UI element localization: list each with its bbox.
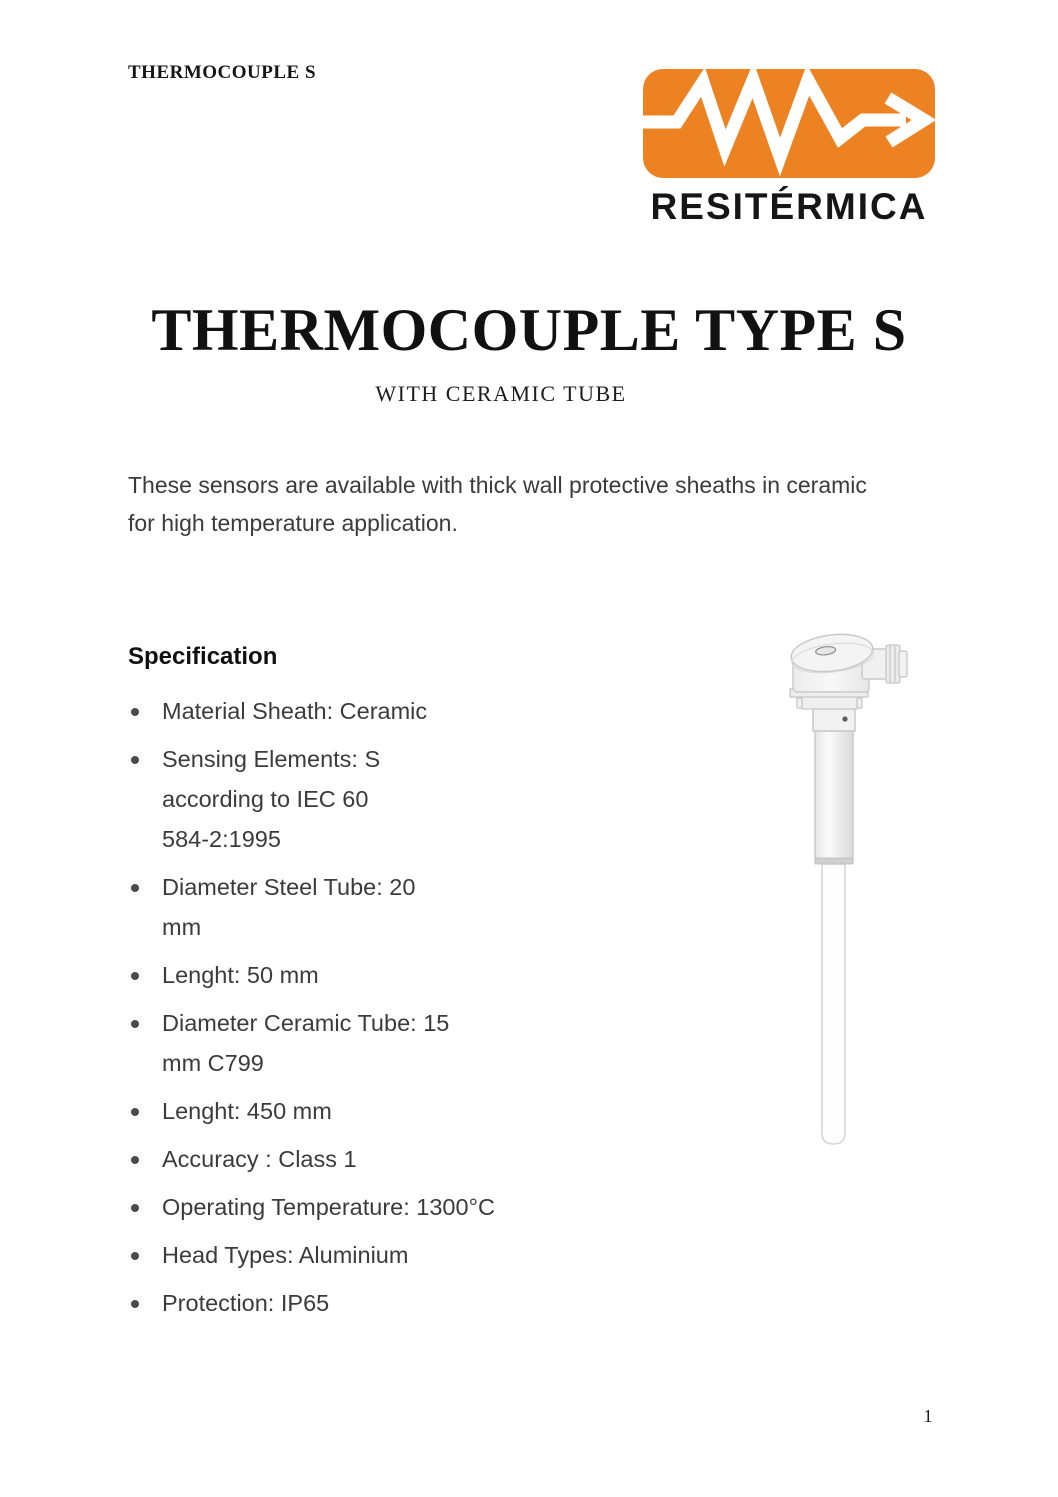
bullet-icon (131, 1020, 139, 1028)
spec-item-line: mm (162, 914, 202, 940)
spec-item-head-types (128, 1235, 558, 1275)
spec-item-line: Diameter Steel Tube: 20 (162, 874, 416, 900)
spec-item-sensing-elements (128, 739, 558, 859)
spec-item-length-ceramic (128, 1091, 558, 1131)
cable-gland-flange (886, 645, 900, 683)
spec-item-line: mm C799 (162, 1050, 264, 1076)
spec-item-diameter-steel-tube (128, 867, 558, 947)
spec-item-line: Protection: IP65 (162, 1290, 330, 1316)
bullet-icon (131, 884, 139, 892)
page-number: 1 (923, 1406, 933, 1426)
head-neck (802, 696, 857, 709)
spec-item-accuracy (128, 1139, 558, 1179)
resistor-zigzag-arrow-icon (643, 69, 935, 178)
spec-item-protection (128, 1283, 558, 1323)
specification-list (128, 691, 558, 1331)
bullet-icon (131, 1204, 139, 1212)
bullet-icon (131, 1108, 139, 1116)
spec-item-line: Material Sheath: Ceramic (162, 698, 428, 724)
bullet-icon (131, 1252, 139, 1260)
page-subtitle: WITH CERAMIC TUBE (375, 381, 627, 406)
bullet-icon (131, 972, 139, 980)
bullet-icon (131, 1156, 139, 1164)
thermocouple-illustration (782, 620, 954, 1150)
bullet-icon (131, 1300, 139, 1308)
spec-item-diameter-ceramic-tube (128, 1003, 558, 1083)
spec-item-line: Lenght: 50 mm (162, 962, 319, 988)
spec-item-line: Operating Temperature: 1300°C (162, 1194, 495, 1220)
spec-item-line: Diameter Ceramic Tube: 15 (162, 1010, 450, 1036)
spec-item-line: Lenght: 450 mm (162, 1098, 332, 1124)
ceramic-tube (822, 864, 845, 1144)
spec-item-line: according to IEC 60 (162, 786, 369, 812)
spec-item-material-sheath (128, 691, 558, 731)
bullet-icon (131, 708, 139, 716)
spec-item-length-steel (128, 955, 558, 995)
set-screw (842, 716, 847, 721)
specification-heading: Specification (128, 643, 278, 670)
page-title: THERMOCOUPLE TYPE S (151, 297, 907, 363)
intro-paragraph: These sensors are available with thick wall protective sheaths in ceramic for high temperature application. (128, 472, 867, 536)
spec-item-operating-temperature (128, 1187, 558, 1227)
bullet-icon (131, 756, 139, 764)
spec-item-line: Accuracy : Class 1 (162, 1146, 357, 1172)
cable-gland-cap (899, 651, 907, 677)
logo-wordmark: RESITÉRMICA (650, 186, 928, 227)
spec-item-line: Head Types: Aluminium (162, 1242, 409, 1268)
company-logo (643, 69, 935, 228)
running-header-title: THERMOCOUPLE S (128, 62, 317, 83)
tube-collar (813, 709, 855, 731)
steel-tube (815, 731, 853, 861)
spec-item-line: 584-2:1995 (162, 826, 281, 852)
spec-item-line: Sensing Elements: S (162, 746, 381, 772)
